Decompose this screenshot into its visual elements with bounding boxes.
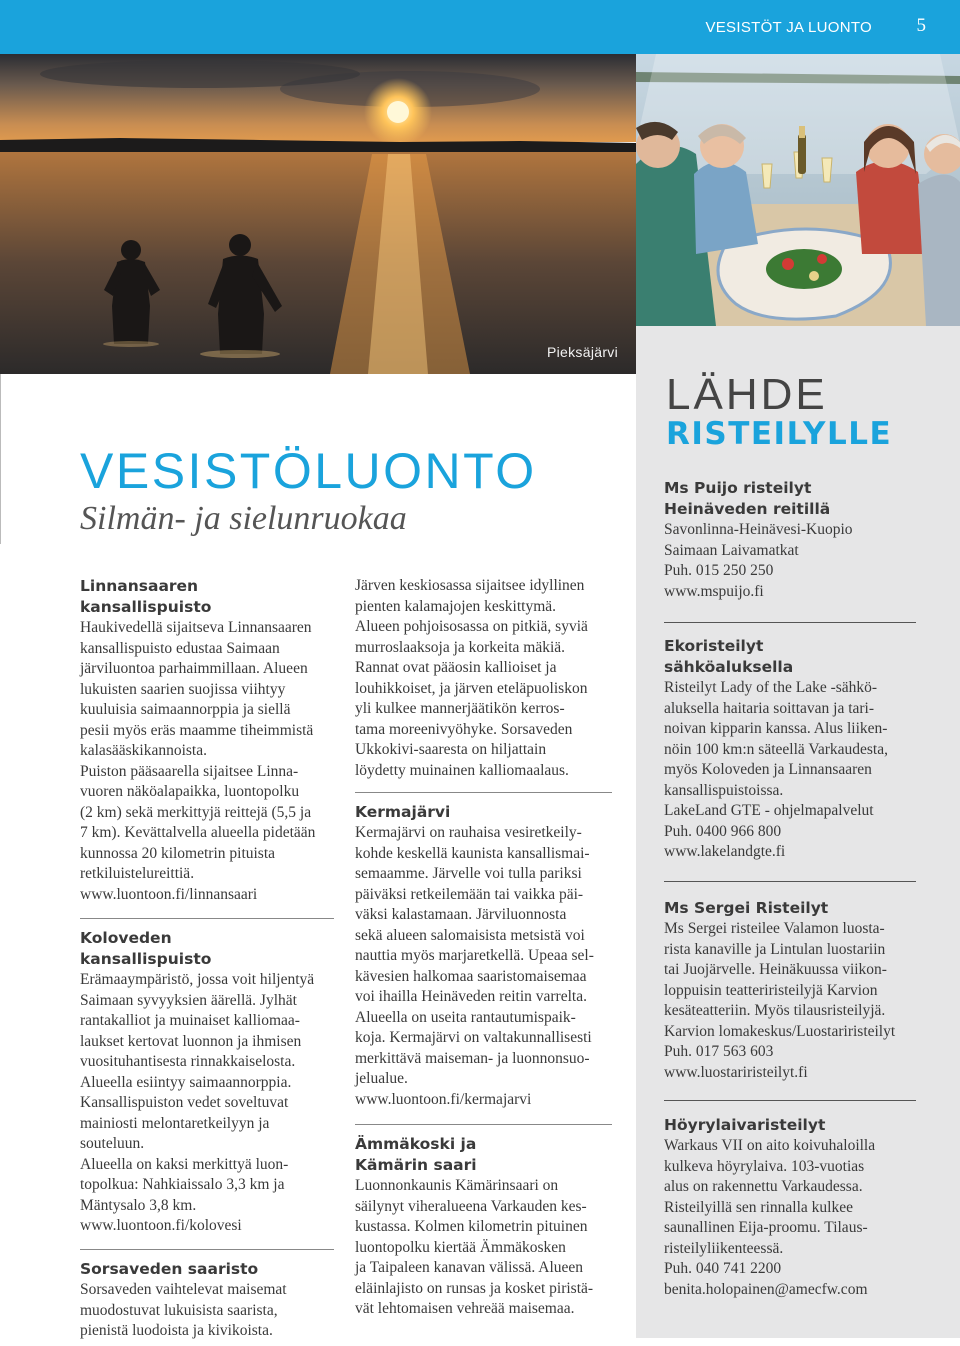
column-divider: [80, 918, 334, 919]
section-title: VESISTÖT JA LUONTO: [705, 19, 872, 36]
photo-caption: Pieksäjärvi: [547, 344, 618, 360]
linnansaari-section: [80, 576, 342, 905]
koloveden-section: [80, 928, 342, 1237]
eco-heading: Ekoristeilyt sähköaluksella: [664, 637, 794, 676]
page-header: [0, 0, 960, 54]
kermajarvi-text: Kermajärvi on rauhaisa vesiretkeily- kohde keskellä kaunista kansallismai- semaamme. Järvelle voi tulla pariksi päiväksi retkeilemään tai vaikka päi- väksi kalastamaan. Järviluonnosta sekä alueen salomaisista metsistä voi nauttia myös marjaretkellä. Upeaa sel- kävesien halkomaa saaristomaisemaa voi ihailla Heinäveden reitin varrelta. Alueella on useita rantautumispaik- koja. Kermajärvi on valtakunnallisesti merkittävä maiseman- ja luonnonsuo- jelualue. www.luontoon.fi/kermajarvi: [355, 824, 594, 1108]
article-title: VESISTÖLUONTO: [80, 443, 537, 499]
kermajarvi-section: [355, 802, 620, 1110]
sorsavesi-continued: [355, 576, 620, 781]
sorsavesi-continued-text: Järven keskiosassa sijaitsee idyllinen pienten kalamajojen keskittymä. Alueen pohjoisosassa on pitkiä, syviä murroslaaksoja ja korkeita mäkiä. Rannat ovat pääosin kallioiset ja louhikkoiset, ja järven eteläpuoliskon yli kulkee mannerjäätikön kerros- tama moreenivyöhyke. Sorsaveden Ukkokivi-saaresta on hiljattain löydetty muinainen kalliomaalaus.: [355, 577, 588, 779]
boat-party-photo: [636, 54, 960, 326]
sorsavesi-section: [80, 1259, 342, 1342]
kermajarvi-heading: Kermajärvi: [355, 803, 451, 821]
panel-divider: [664, 622, 916, 623]
page-number: 5: [916, 15, 926, 36]
sergei-cruise-block: [664, 898, 926, 1083]
ammakoski-heading: Ämmäkoski ja Kämärin saari: [355, 1135, 477, 1174]
eco-text: Risteilyt Lady of the Lake -sähkö- aluksella haitaria soittavan ja tari- noivan kipparin kanssa. Alus liiken- nöin 100 km:n säteellä Varkaudesta, myös Koloveden ja Linnansaaren kansallispuistoissa. LakeLand GTE - ohjelmapalvelut Puh. 0400 966 800 www.lakelandgte.fi: [664, 679, 888, 860]
puijo-text: Savonlinna-Heinävesi-Kuopio Saimaan Laivamatkat Puh. 015 250 250 www.mspuijo.fi: [664, 521, 853, 600]
linnansaari-heading: Linnansaaren kansallispuisto: [80, 577, 212, 616]
column-divider: [80, 1249, 334, 1250]
sergei-text: Ms Sergei risteilee Valamon luosta- rista kanaville ja Lintulan luostariin tai Juojärvelle. Heinäkuussa viikon- loppuisin teatteriristeilyjä Karvion kesäteatteriin. Myös tilausristeilyjä. Karvion lomakeskus/Luostariristeilyt Puh. 017 563 603 www.luostariristeilyt.fi: [664, 920, 896, 1081]
steamship-text: Warkaus VII on aito koivuhaloilla kulkeva höyrylaiva. 103-vuotias alus on rakennettu Varkaudessa. Risteilyillä sen rinnalla kulkee saunallinen Eija-proomu. Tilaus- risteilyliikenteessä. Puh. 040 741 2200 benita.holopainen@amecfw.com: [664, 1137, 876, 1298]
cruise-info-panel: [636, 326, 960, 1338]
puijo-heading: Ms Puijo risteilyt Heinäveden reitillä: [664, 479, 831, 518]
ammakoski-section: [355, 1134, 620, 1320]
eco-cruise-block: [664, 636, 926, 863]
steamship-cruise-block: [664, 1115, 926, 1300]
column-divider: [355, 792, 612, 793]
sorsavesi-text: Sorsaveden vaihtelevat maisemat muodostuvat lukuisista saarista, pienistä luodoista ja kivikoista.: [80, 1281, 287, 1339]
steamship-heading: Höyrylaivaristeilyt: [664, 1116, 826, 1134]
sergei-heading: Ms Sergei Risteilyt: [664, 899, 829, 917]
margin-line: [0, 374, 1, 544]
panel-heading-bottom: RISTEILYLLE: [666, 416, 893, 452]
panel-divider: [664, 1100, 916, 1101]
koloveden-heading: Koloveden kansallispuisto: [80, 929, 212, 968]
linnansaari-text: Haukivedellä sijaitseva Linnansaaren kansallispuisto edustaa Saimaan järviluontoa parhaimmillaan. Alueen lukuisten saarien suojissa viihtyy kuuluisia saimaannorppia ja siellä pesii myös eräs maamme tiheimmistä kalasääskikannoista. Puiston pääsaarella sijaitsee Linna- vuoren näköalapaikka, luontopolku (2 km) sekä merkittyjä reittejä (5,5 ja 7 km). Kevättalvella alueella pidetään kunnossa 20 kilometrin pituista retkiluistelureittiä. www.luontoon.fi/linnansaari: [80, 619, 316, 903]
sorsavesi-heading: Sorsaveden saaristo: [80, 1260, 259, 1278]
puijo-cruise-block: [664, 478, 926, 602]
panel-divider: [664, 881, 916, 882]
panel-heading-top: LÄHDE: [666, 370, 828, 419]
column-divider: [355, 1124, 612, 1125]
sunset-swimmers-photo: [0, 54, 636, 374]
article-subtitle: Silmän- ja sielunruokaa: [80, 500, 407, 537]
koloveden-text: Erämaaympäristö, jossa voit hiljentyä Saimaan syvyyksien äärellä. Jylhät rantakalliot ja muinaiset kalliomaa- laukset kertovat luonnon ja ihmisen vuosituhantisesta rinnakkaiselosta. Alueella esiintyy saimaannorppia. Kansallispuiston vedet soveltuvat mainiosti melontaretkeilyyn ja souteluun. Alueella on kaksi merkittyä luon- topolkua: Nahkiaissalo 3,3 km ja Mäntysalo 3,8 km. www.luontoon.fi/kolovesi: [80, 971, 315, 1234]
ammakoski-text: Luonnonkaunis Kämärinsaari on säilynyt viheralueena Varkauden kes- kustassa. Kolmen kilometrin pituinen luontopolku kiertää Ämmäkosken ja Taipaleen kanavan välissä. Alueen eläinlajisto on runsas ja kosket piristä- vät lehtomaisen vehreää maisemaa.: [355, 1177, 594, 1317]
